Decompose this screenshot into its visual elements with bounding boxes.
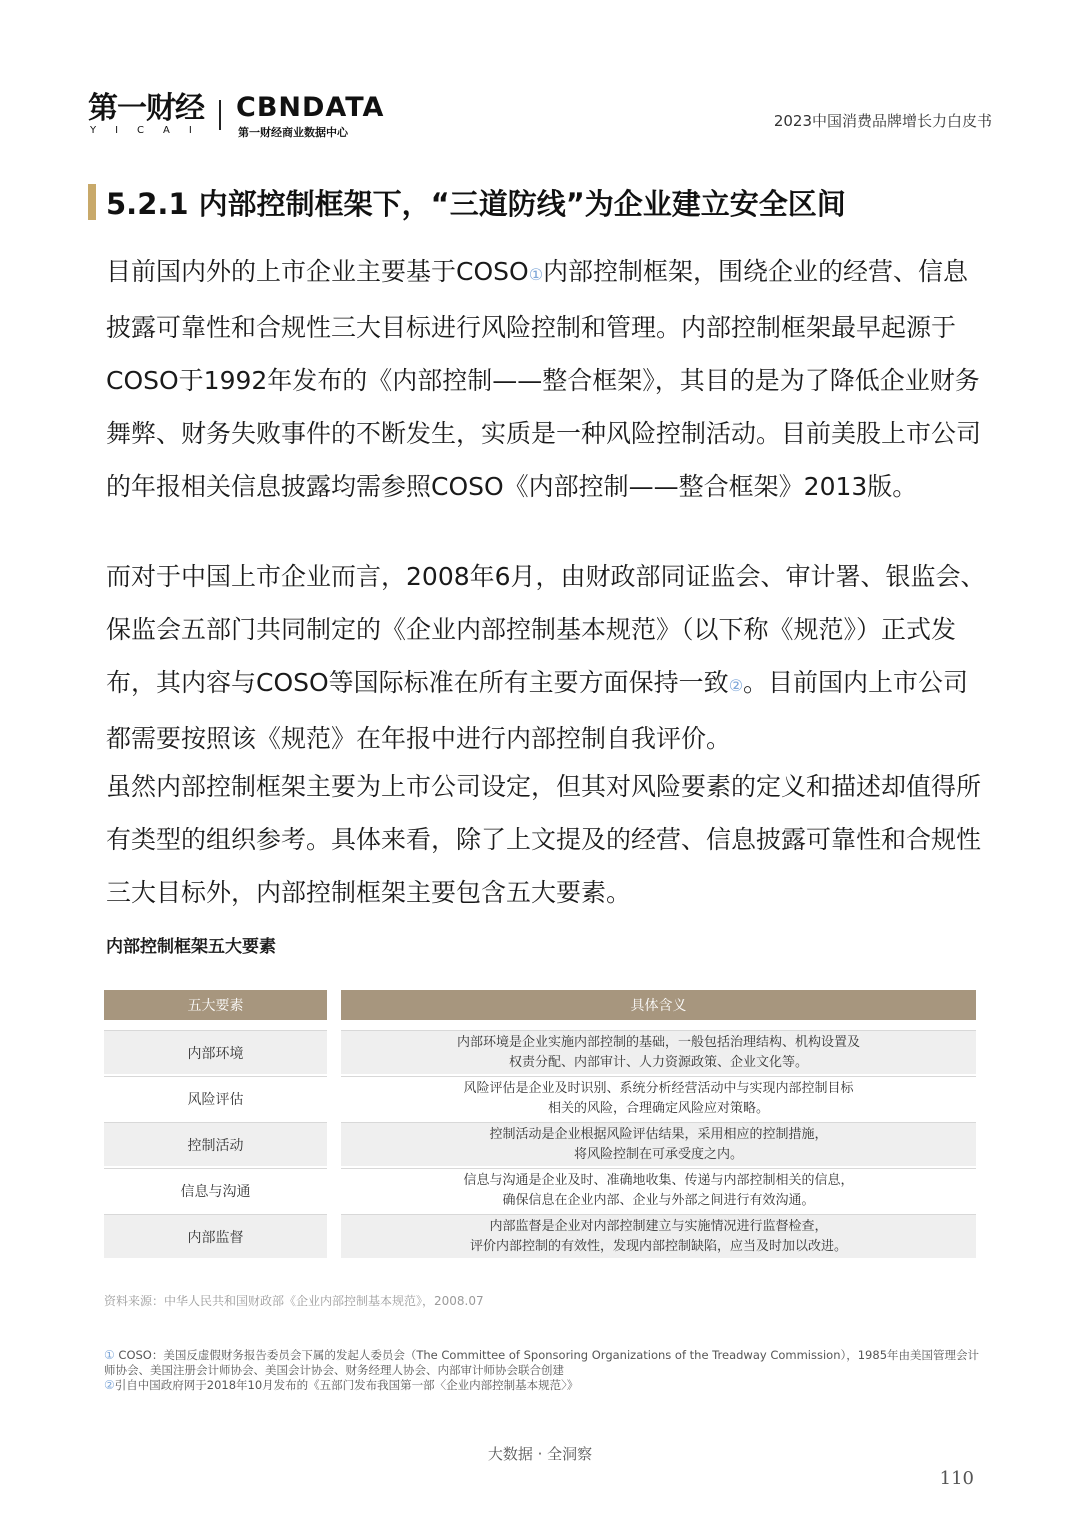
table-cell-meaning [341, 1122, 976, 1168]
table-header-meaning: 具体含义 [341, 990, 976, 1020]
table-title: 内部控制框架五大要素 [106, 937, 276, 957]
meaning-line-2: 确保信息在企业内部、企业与外部之间进行有效沟通。 [502, 1192, 815, 1208]
footnote-2 [104, 1378, 984, 1393]
section-title: 5.2.1 内部控制框架下，“三道防线”为企业建立安全区间 [106, 186, 846, 221]
paragraph-1-text-a: 目前国内外的上市企业主要基于COSO [106, 257, 529, 286]
table-header-element: 五大要素 [104, 990, 327, 1020]
table-cell-meaning [341, 1030, 976, 1076]
table-row [104, 1168, 976, 1214]
heading-accent-bar [88, 184, 96, 220]
page-header [88, 92, 1000, 142]
meaning-line-1: 信息与沟通是企业及时、准确地收集、传递与内部控制相关的信息， [463, 1172, 854, 1188]
section-heading [88, 180, 846, 224]
paragraph-3: 虽然内部控制框架主要为上市公司设定，但其对风险要素的定义和描述却值得所有类型的组织参考。具体来看，除了上文提及的经营、信息披露可靠性和合规性三大目标外，内部控制框架主要包含五大要素。 [106, 772, 982, 907]
table-cell-element: 内部环境 [104, 1030, 327, 1076]
table-cell-element: 信息与沟通 [104, 1168, 327, 1214]
table-header [104, 990, 976, 1020]
footnote-2-text: 引自中国政府网于2018年10月发布的《五部门发布我国第一部〈企业内部控制基本规范〉》 [114, 1378, 579, 1392]
cbndata-logo: CBNDATA [236, 92, 385, 123]
meaning-line-1: 内部监督是企业对内部控制建立与实施情况进行监督检查， [489, 1218, 828, 1234]
meaning-line-2: 相关的风险，合理确定风险应对策略。 [547, 1100, 769, 1116]
table-row [104, 1076, 976, 1122]
yicai-logo-sub: YICAI [90, 125, 211, 136]
paragraph-1-text-b: 内部控制框架，围绕企业的经营、信息披露可靠性和合规性三大目标进行风险控制和管理。内部控制框架最早起源于COSO于1992年发布的《内部控制——整合框架》，其目的是为了降低企业财务舞弊、财务失败事件的不断发生，实质是一种风险控制活动。目前美股上市公司的年报相关信息披露均需参照COSO《内部控制——整合框架》2013版。 [106, 257, 982, 501]
table-cell-meaning [341, 1168, 976, 1214]
page-number: 110 [939, 1468, 974, 1489]
footnote-2-mark: ② [104, 1378, 115, 1392]
footnotes [104, 1348, 984, 1393]
meaning-line-1: 内部环境是企业实施内部控制的基础，一般包括治理结构、机构设置及 [456, 1034, 860, 1050]
logo-divider [219, 100, 221, 130]
footer-tagline: 大数据 · 全洞察 [487, 1445, 593, 1463]
cbndata-logo-sub: 第一财经商业数据中心 [238, 126, 348, 139]
table-row [104, 1214, 976, 1260]
meaning-line-1: 控制活动是企业根据风险评估结果，采用相应的控制措施， [489, 1126, 828, 1142]
meaning-line-1: 风险评估是企业及时识别、系统分析经营活动中与实现内部控制目标 [463, 1080, 854, 1096]
meaning-line-2: 评价内部控制的有效性，发现内部控制缺陷，应当及时加以改进。 [469, 1238, 847, 1254]
table-cell-meaning [341, 1214, 976, 1260]
table-cell-element: 内部监督 [104, 1214, 327, 1260]
footnote-ref-2: ② [728, 676, 744, 695]
table-cell-element: 风险评估 [104, 1076, 327, 1122]
paragraph-2 [106, 550, 986, 765]
table-row [104, 1122, 976, 1168]
paragraph-2-text-a: 而对于中国上市企业而言，2008年6月，由财政部同证监会、审计署、银监会、保监会五部门共同制定的《企业内部控制基本规范》（以下称《规范》）正式发布，其内容与COSO等国际标准在所有主要方面保持一致 [106, 562, 986, 697]
source-note: 资料来源：中华人民共和国财政部《企业内部控制基本规范》，2008.07 [104, 1294, 484, 1308]
report-title: 2023中国消费品牌增长力白皮书 [773, 112, 992, 130]
yicai-logo: 第一财经 [88, 91, 204, 126]
footnote-ref-1: ① [528, 265, 544, 284]
paragraph-2-text-b: 。目前国内上市公司都需要按照该《规范》在年报中进行内部控制自我评价。 [106, 668, 969, 753]
footnote-1-text: COSO：美国反虚假财务报告委员会下属的发起人委员会（The Committee of Sponsoring Organizations of the Treadway Commission），1985年由美国管理会计师协会、美国注册会计师协会、美国会计协会、财务经理人协会、内部审计师协会联合创建 [104, 1348, 980, 1377]
meaning-line-2: 将风险控制在可承受度之内。 [573, 1146, 743, 1162]
footnote-1 [104, 1348, 984, 1378]
meaning-line-2: 权责分配、内部审计、人力资源政策、企业文化等。 [508, 1054, 808, 1070]
paragraph-1 [106, 245, 986, 513]
table-cell-element: 控制活动 [104, 1122, 327, 1168]
table-body [104, 1030, 976, 1260]
table-row [104, 1030, 976, 1076]
footnote-1-mark: ① [104, 1348, 115, 1362]
table-cell-meaning [341, 1076, 976, 1122]
elements-table [104, 990, 976, 1260]
